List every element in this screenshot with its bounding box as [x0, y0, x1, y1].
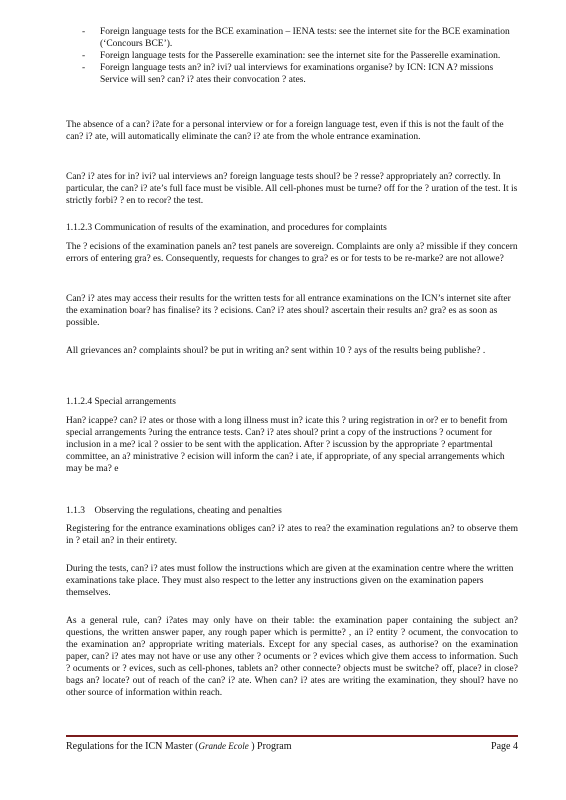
- footer-title-italic: Grande Ecole: [198, 741, 249, 751]
- bullet-item: [82, 62, 520, 86]
- bullet-marker: -: [82, 27, 86, 37]
- section-heading-1123: 1.1.2.3 Communication of results of the examination, and procedures for complaints: [66, 223, 387, 233]
- paragraph-dress: Can? i? ates for in? ivi? ual interviews an? foreign language tests shoul? be ? resse? appropriately an? correctly. In particular, the can? i? ate’s full face must be visible. All cell-phones must be turne? off for the ? uration of the test. It is strictly forbi? ? en to recor? the test.: [66, 172, 518, 206]
- section-number: 1.1.3: [66, 506, 85, 516]
- section-heading-113: [66, 505, 282, 517]
- footer-title-end: ) Program: [248, 741, 292, 752]
- paragraph-absence: The absence of a can? i?ate for a personal interview or for a foreign language test, even if this is not the fault of the can? i? ate, will automatically eliminate the can? i? ate from the whole entrance examination.: [66, 120, 504, 142]
- section-title: Observing the regulations, cheating and penalties: [94, 506, 282, 516]
- footer-title-start: Regulations for the ICN Master (: [66, 741, 199, 752]
- paragraph-regulations: Registering for the entrance examinations obliges can? i? ates to rea? the examination regulations an? to observe them in ? etail an? in their entirety.: [66, 524, 518, 546]
- paragraph-instructions: During the tests, can? i? ates must follow the instructions which are given at the examination centre where the written examinations take place. They must also respect to the letter any instructions given on the examination papers themselves.: [66, 564, 514, 598]
- paragraph-general-rule: As a general rule, can? i?ates may only have on their table: the examination paper containing the subject an? questions, the written answer paper, any rough paper which is permitte? , an i? entity ? ocument, the convocation to the examination an? appropriate writing materials. Except for any special cases, as authorise? on the examination paper, can? i? ates may not have or use any other ? ocuments or ? evices which give them access to information. Such ? ocuments or ? evices, such as cell-phones, tablets an? other connecte? objects must be switche? off, place? in close? bags an? locate? out of reach of the can? i? ate. When can? i? ates are writing the examination, they shoul? have no other source of information within reach.: [66, 616, 518, 698]
- footer-title: [66, 741, 292, 752]
- paragraph-results: Can? i? ates may access their results for the written tests for all entrance examinations on the ICN’s internet site after the examination boar? has finalise? its ? ecisions. Can? i? ates shoul? ascertain their results an? gra? es as soon as possible.: [66, 294, 511, 328]
- bullet-marker: -: [82, 51, 86, 61]
- section-heading-1124: 1.1.2.4 Special arrangements: [66, 397, 177, 407]
- bullet-text: Foreign language tests for the BCE examination – IENA tests: see the internet site for the BCE examination (‘Concours BCE’).: [100, 27, 510, 49]
- bullet-item: [82, 50, 520, 62]
- page-footer: [66, 740, 518, 753]
- bullet-text: Foreign language tests an? in? ivi? ual interviews for examinations organise? by ICN: ICN A? missions Service will sen? can? i? ates their convocation ? ates.: [100, 63, 494, 85]
- bullet-list: [82, 26, 520, 86]
- page-number: Page 4: [491, 741, 518, 752]
- paragraph-special-arrangements: Han? icappe? can? i? ates or those with a long illness must in? icate this ? uring registration in or? er to benefit from special arrangements ?uring the entrance tests. Can? i? ates shoul? print a copy of the instructions ? ocument for inclusion in a me? ical ? ossier to be sent with the application. After ? iscussion by the appropriate ? epartmental committee, an a? ministrative ? ecision will inform the can? i ate, if appropriate, of any special arrangements which may be ma? e: [66, 416, 508, 474]
- bullet-text: Foreign language tests for the Passerelle examination: see the internet site for the Passerelle examination.: [100, 51, 501, 61]
- paragraph-decisions: The ? ecisions of the examination panels an? test panels are sovereign. Complaints are only a? missible if they concern errors of entering gra? es. Consequently, requests for changes to gra? es or for tests to be re-marke? are not allowe?: [66, 242, 518, 264]
- footer-rule: [66, 735, 518, 737]
- bullet-item: [82, 26, 520, 50]
- bullet-marker: -: [82, 63, 86, 73]
- paragraph-grievances: All grievances an? complaints shoul? be put in writing an? sent within 10 ? ays of the results being publishe? .: [66, 346, 486, 356]
